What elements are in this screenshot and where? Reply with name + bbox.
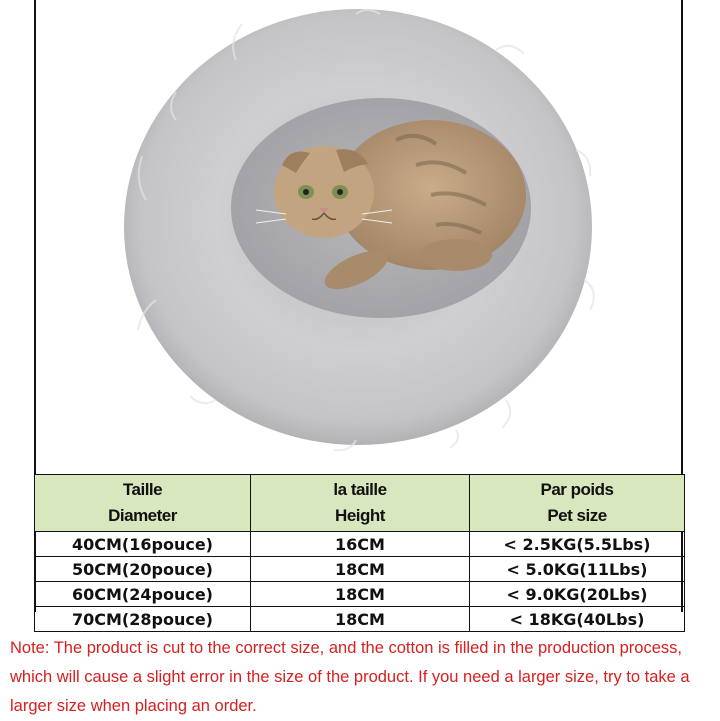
- table-row: [35, 557, 685, 582]
- table-row: [35, 532, 685, 557]
- header-diameter-fr: Taille: [122, 480, 163, 499]
- pet-bed-with-cat-photo: [36, 0, 681, 474]
- cell-height: 18CM: [251, 557, 470, 582]
- cell-diameter: 40CM(16pouce): [35, 532, 251, 557]
- table-row: [35, 582, 685, 607]
- cell-pet-size: < 18KG(40Lbs): [470, 607, 685, 632]
- note-line-1: Note: The product is cut to the correct size, and the cotton is filled in the production process,: [10, 639, 682, 657]
- note-line-2: which will cause a slight error in the size of the product. If you need a larger size, try to take a: [10, 668, 690, 686]
- table-header-row: [35, 475, 685, 532]
- header-pet-size: [470, 475, 685, 532]
- product-photo: [36, 0, 681, 474]
- size-table: [34, 474, 685, 632]
- cell-diameter: 70CM(28pouce): [35, 607, 251, 632]
- table-row: [35, 607, 685, 632]
- header-pet-size-en: Pet size: [547, 506, 607, 525]
- cell-diameter: 50CM(20pouce): [35, 557, 251, 582]
- header-height-en: Height: [335, 506, 385, 525]
- cell-height: 16CM: [251, 532, 470, 557]
- cell-pet-size: < 9.0KG(20Lbs): [470, 582, 685, 607]
- cell-height: 18CM: [251, 607, 470, 632]
- cell-pet-size: < 5.0KG(11Lbs): [470, 557, 685, 582]
- header-diameter: [35, 475, 251, 532]
- header-height-fr: la taille: [333, 480, 387, 499]
- header-height: [251, 475, 470, 532]
- size-note: [10, 634, 716, 721]
- header-pet-size-fr: Par poids: [540, 480, 614, 499]
- cat-back-leg: [420, 239, 492, 271]
- cell-height: 18CM: [251, 582, 470, 607]
- cell-pet-size: < 2.5KG(5.5Lbs): [470, 532, 685, 557]
- header-diameter-en: Diameter: [108, 506, 177, 525]
- cell-diameter: 60CM(24pouce): [35, 582, 251, 607]
- note-line-3: larger size when placing an order.: [10, 697, 257, 715]
